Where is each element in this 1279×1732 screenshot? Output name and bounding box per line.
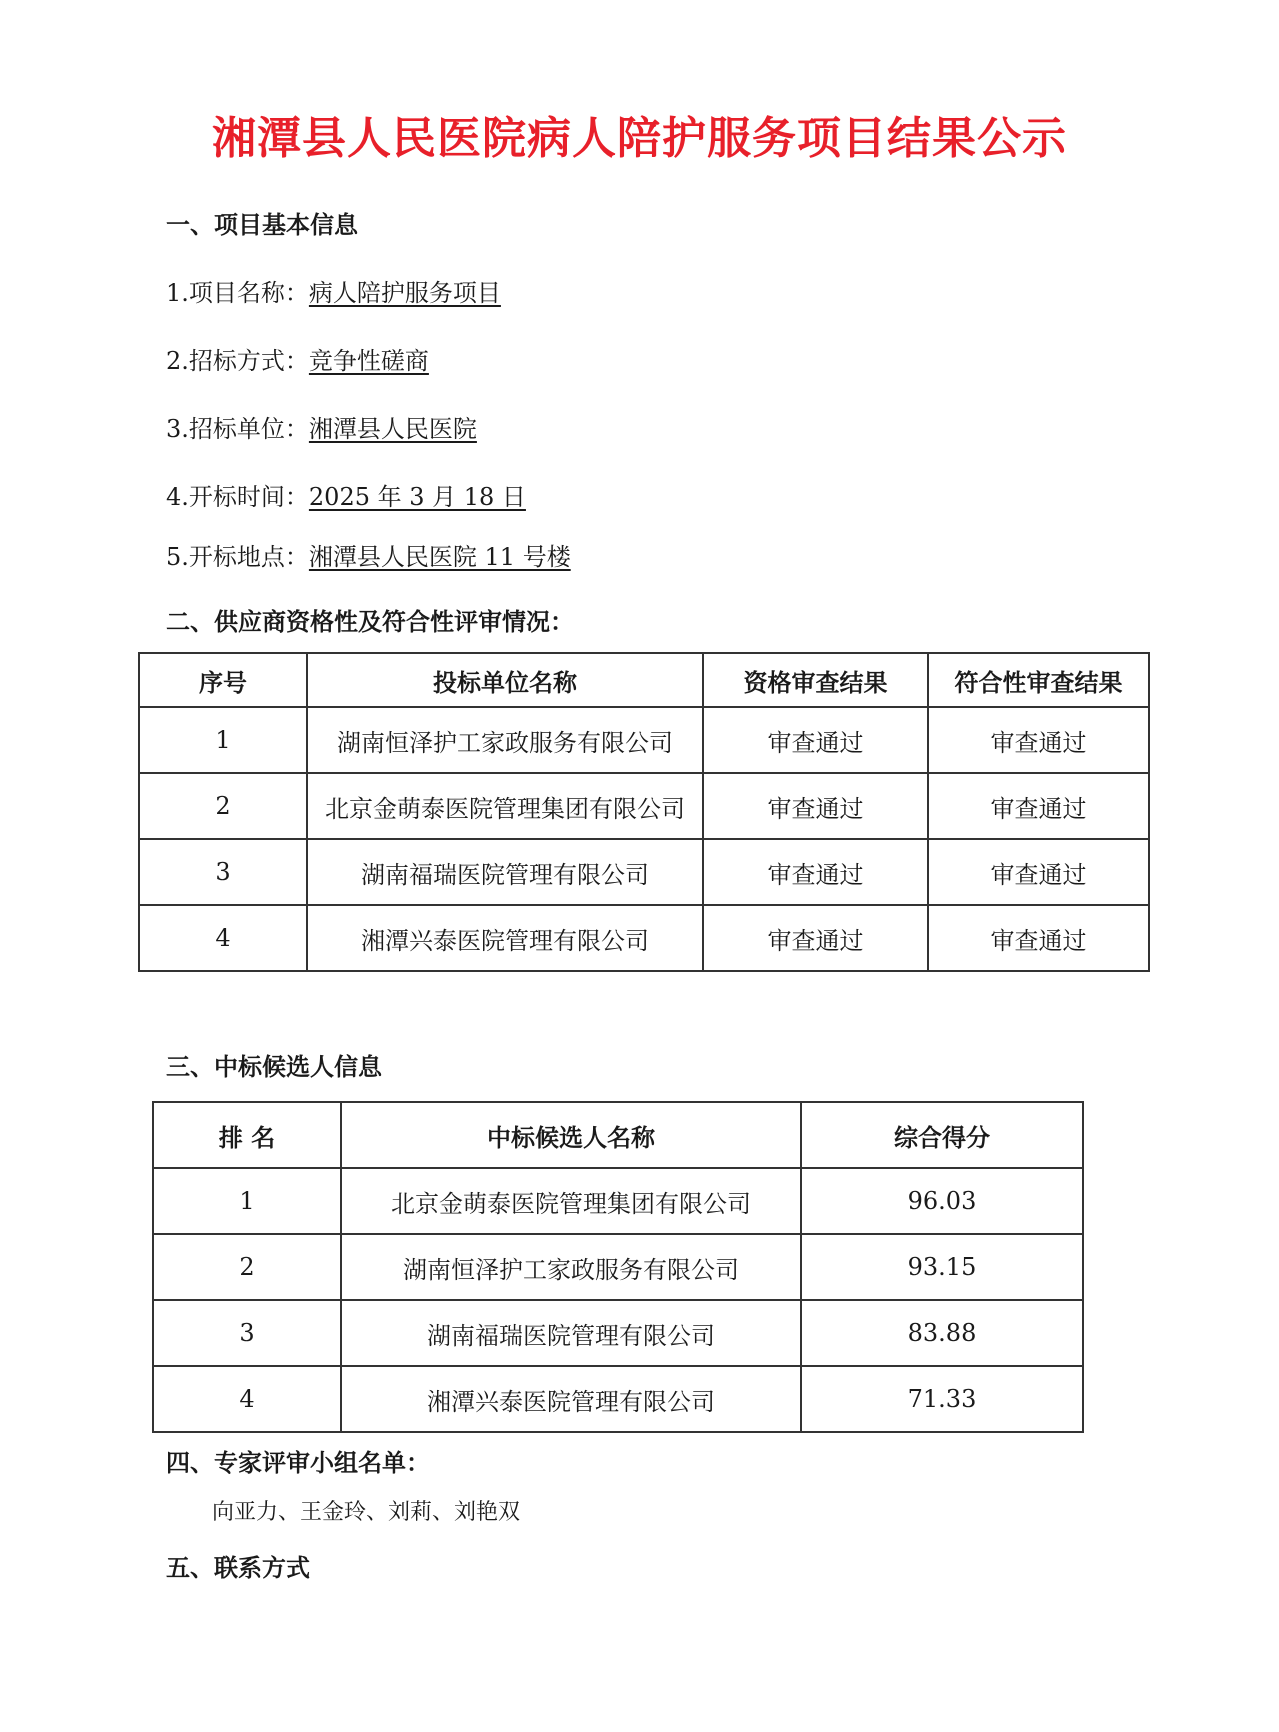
section3-heading: 三、中标候选人信息 [166, 1053, 382, 1081]
score: 93.15 [801, 1234, 1083, 1300]
document-title: 湘潭县人民医院病人陪护服务项目结果公示 [212, 113, 1067, 164]
info-open-location [166, 537, 571, 572]
bidder-name: 湘潭兴泰医院管理有限公司 [307, 905, 703, 971]
info-label: 5.开标地点： [166, 543, 309, 571]
score: 96.03 [801, 1168, 1083, 1234]
table-row [139, 707, 1149, 773]
candidate-table [152, 1101, 1084, 1433]
compliance-result: 审查通过 [928, 707, 1149, 773]
info-project-name [166, 273, 501, 308]
info-open-time [166, 477, 526, 512]
table-row [139, 773, 1149, 839]
bidder-name: 湖南恒泽护工家政服务有限公司 [307, 707, 703, 773]
info-value: 湘潭县人民医院 [308, 415, 477, 443]
rank: 2 [153, 1234, 341, 1300]
table-header-row [139, 653, 1149, 707]
rank: 4 [153, 1366, 341, 1432]
header-cell: 排 名 [153, 1102, 341, 1168]
info-value: 湘潭县人民医院 11 号楼 [308, 543, 571, 571]
section1-heading: 一、项目基本信息 [166, 211, 358, 239]
info-value: 病人陪护服务项目 [308, 279, 501, 307]
candidate-name: 湘潭兴泰医院管理有限公司 [341, 1366, 801, 1432]
qualification-result: 审查通过 [703, 707, 928, 773]
bidder-name: 湖南福瑞医院管理有限公司 [307, 839, 703, 905]
table-header-row [153, 1102, 1083, 1168]
info-label: 3.招标单位： [166, 415, 309, 443]
section5-heading: 五、联系方式 [166, 1554, 310, 1582]
qualification-result: 审查通过 [703, 773, 928, 839]
info-label: 4.开标时间： [166, 483, 309, 511]
row-index: 4 [139, 905, 307, 971]
expert-members: 向亚力、王金玲、刘莉、刘艳双 [212, 1500, 521, 1525]
compliance-result: 审查通过 [928, 905, 1149, 971]
info-value: 竞争性磋商 [308, 347, 429, 375]
table-row [153, 1234, 1083, 1300]
row-index: 2 [139, 773, 307, 839]
section4-heading: 四、专家评审小组名单： [166, 1449, 430, 1477]
header-cell: 投标单位名称 [307, 653, 703, 707]
header-cell: 符合性审查结果 [928, 653, 1149, 707]
table-row [153, 1168, 1083, 1234]
candidate-name: 湖南恒泽护工家政服务有限公司 [341, 1234, 801, 1300]
section2-heading: 二、供应商资格性及符合性评审情况： [166, 608, 574, 636]
table-row [153, 1300, 1083, 1366]
header-cell: 综合得分 [801, 1102, 1083, 1168]
header-cell: 中标候选人名称 [341, 1102, 801, 1168]
score: 83.88 [801, 1300, 1083, 1366]
header-cell: 资格审查结果 [703, 653, 928, 707]
table-row [139, 905, 1149, 971]
qualification-result: 审查通过 [703, 905, 928, 971]
candidate-name: 北京金萌泰医院管理集团有限公司 [341, 1168, 801, 1234]
info-label: 2.招标方式： [166, 347, 309, 375]
qualification-table [138, 652, 1150, 972]
info-value: 2025 年 3 月 18 日 [308, 483, 526, 511]
candidate-name: 湖南福瑞医院管理有限公司 [341, 1300, 801, 1366]
info-bid-method [166, 341, 429, 376]
score: 71.33 [801, 1366, 1083, 1432]
row-index: 3 [139, 839, 307, 905]
rank: 3 [153, 1300, 341, 1366]
qualification-result: 审查通过 [703, 839, 928, 905]
table-row [139, 839, 1149, 905]
rank: 1 [153, 1168, 341, 1234]
info-bid-unit [166, 409, 477, 444]
bidder-name: 北京金萌泰医院管理集团有限公司 [307, 773, 703, 839]
info-label: 1.项目名称： [166, 279, 309, 307]
compliance-result: 审查通过 [928, 773, 1149, 839]
header-cell: 序号 [139, 653, 307, 707]
row-index: 1 [139, 707, 307, 773]
compliance-result: 审查通过 [928, 839, 1149, 905]
table-row [153, 1366, 1083, 1432]
